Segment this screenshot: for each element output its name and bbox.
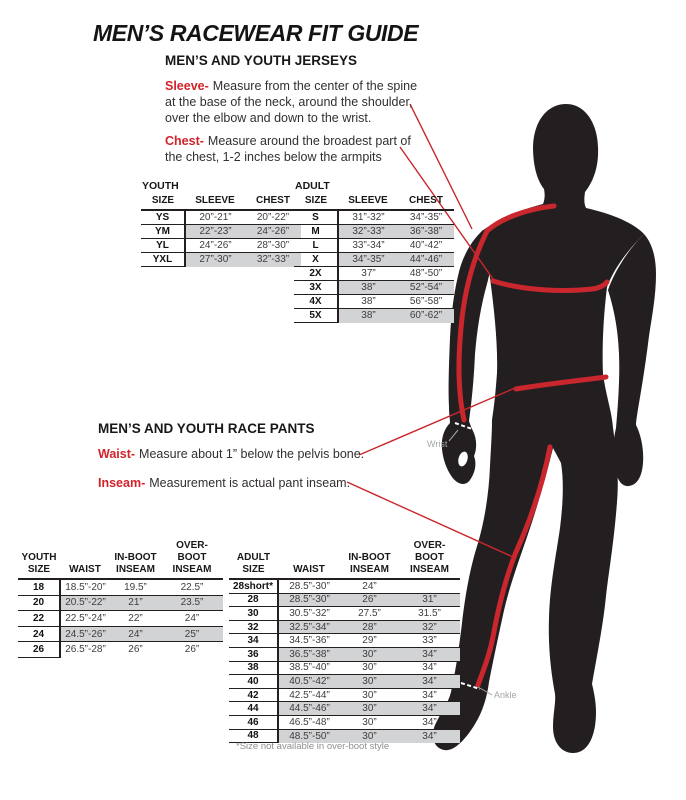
column-header: SIZE	[294, 194, 338, 210]
value-cell: 28.5”-30”	[278, 579, 340, 593]
sleeve-description	[165, 79, 421, 127]
size-cell: 48	[229, 729, 278, 743]
column-header: CHEST	[398, 194, 454, 210]
size-cell: 2X	[294, 267, 338, 281]
size-cell: 4X	[294, 295, 338, 309]
page-title: MEN’S RACEWEAR FIT GUIDE	[93, 20, 419, 46]
value-cell: 42.5”-44”	[278, 688, 340, 702]
table-row	[141, 253, 301, 267]
table-row	[294, 267, 454, 281]
size-cell: 20	[18, 595, 60, 611]
table-row	[18, 611, 223, 627]
value-cell: 28”-30”	[245, 239, 301, 253]
value-cell: 20.5”-22”	[60, 595, 110, 611]
inseam-description	[98, 476, 398, 492]
right-arm-path	[608, 234, 656, 486]
value-cell: 18.5”-20”	[60, 579, 110, 595]
header-row	[18, 539, 223, 579]
value-cell: 40.5”-42”	[278, 675, 340, 689]
value-cell: 24.5”-26”	[60, 626, 110, 642]
adult-jersey-table	[294, 180, 454, 323]
value-cell: 22”	[110, 611, 161, 627]
pants-heading: MEN’S AND YOUTH RACE PANTS	[98, 421, 315, 436]
size-cell: S	[294, 210, 338, 225]
value-cell: 25”	[161, 626, 223, 642]
table-row	[229, 620, 460, 634]
size-cell: 18	[18, 579, 60, 595]
value-cell: 44”-46”	[398, 253, 454, 267]
value-cell: 33”-34”	[338, 239, 398, 253]
value-cell: 24”	[340, 579, 399, 593]
size-cell: 28short*	[229, 579, 278, 593]
value-cell: 26”	[340, 593, 399, 607]
value-cell: 46.5”-48”	[278, 715, 340, 729]
table-row	[229, 647, 460, 661]
column-header: ADULT SIZE	[229, 539, 278, 579]
table-row	[229, 715, 460, 729]
size-cell: YS	[141, 210, 185, 225]
table-row	[18, 626, 223, 642]
column-header: CHEST	[245, 194, 301, 210]
value-cell: 33”	[399, 634, 460, 648]
size-cell: 24	[18, 626, 60, 642]
value-cell: 29”	[340, 634, 399, 648]
value-cell: 34”	[399, 661, 460, 675]
size-cell: YL	[141, 239, 185, 253]
table-row	[229, 675, 460, 689]
waist-description	[98, 447, 398, 463]
value-cell: 34”	[399, 675, 460, 689]
size-cell: 22	[18, 611, 60, 627]
value-cell: 20”-22”	[245, 210, 301, 225]
value-cell: 60”-62”	[398, 309, 454, 323]
table-row	[294, 281, 454, 295]
value-cell: 44.5”-46”	[278, 702, 340, 716]
table-row	[229, 579, 460, 593]
value-cell: 22”-23”	[185, 225, 245, 239]
table-row	[294, 295, 454, 309]
value-cell: 20”-21”	[185, 210, 245, 225]
table-row	[141, 225, 301, 239]
table-row	[18, 595, 223, 611]
size-cell: M	[294, 225, 338, 239]
size-table	[18, 539, 223, 658]
value-cell: 32”	[399, 620, 460, 634]
jerseys-heading: MEN’S AND YOUTH JERSEYS	[165, 53, 358, 68]
value-cell: 31.5”	[399, 607, 460, 621]
size-cell: 32	[229, 620, 278, 634]
size-cell: YXL	[141, 253, 185, 267]
value-cell	[399, 579, 460, 593]
table-row	[294, 239, 454, 253]
value-cell: 34”	[399, 702, 460, 716]
value-cell: 30”	[340, 729, 399, 743]
column-header: YOUTH SIZE	[18, 539, 60, 579]
value-cell: 24”-26”	[245, 225, 301, 239]
value-cell: 34”-35”	[398, 210, 454, 225]
column-header: OVER-BOOT INSEAM	[399, 539, 460, 579]
column-header: SLEEVE	[185, 194, 245, 210]
value-cell: 34”	[399, 688, 460, 702]
value-cell: 32”-33”	[245, 253, 301, 267]
value-cell: 52”-54”	[398, 281, 454, 295]
column-header: WAIST	[278, 539, 340, 579]
value-cell: 34”-35”	[338, 253, 398, 267]
chest-term: Chest-	[165, 134, 204, 148]
column-header: SLEEVE	[338, 194, 398, 210]
size-cell: 38	[229, 661, 278, 675]
table-row	[294, 225, 454, 239]
table-row	[229, 688, 460, 702]
value-cell: 40”-42”	[398, 239, 454, 253]
table-row	[229, 702, 460, 716]
value-cell: 34.5”-36”	[278, 634, 340, 648]
table-row	[141, 210, 301, 225]
column-header: WAIST	[60, 539, 110, 579]
column-header: IN-BOOT INSEAM	[110, 539, 161, 579]
size-cell: 30	[229, 607, 278, 621]
size-cell: 3X	[294, 281, 338, 295]
value-cell: 30”	[340, 661, 399, 675]
ankle-label: Ankle	[494, 690, 517, 700]
adult-group-label: ADULT	[295, 180, 330, 192]
wrist-label: Wrist	[427, 439, 448, 449]
youth-pants-table	[18, 539, 223, 658]
size-cell: 42	[229, 688, 278, 702]
table-row	[229, 661, 460, 675]
youth-group-label: YOUTH	[142, 180, 179, 192]
value-cell: 38”	[338, 281, 398, 295]
value-cell: 22.5”	[161, 579, 223, 595]
value-cell: 38”	[338, 309, 398, 323]
value-cell: 23.5”	[161, 595, 223, 611]
size-cell: X	[294, 253, 338, 267]
value-cell: 19.5”	[110, 579, 161, 595]
value-cell: 48”-50”	[398, 267, 454, 281]
column-header: OVER-BOOT INSEAM	[161, 539, 223, 579]
size-cell: 40	[229, 675, 278, 689]
table-row	[294, 253, 454, 267]
value-cell: 32”-33”	[338, 225, 398, 239]
size-cell: 44	[229, 702, 278, 716]
size-cell: 46	[229, 715, 278, 729]
value-cell: 26”	[128, 644, 143, 656]
value-cell: 56”-58”	[398, 295, 454, 309]
column-header: IN-BOOT INSEAM	[340, 539, 399, 579]
value-cell: 26”	[184, 644, 200, 656]
table-row	[294, 309, 454, 323]
value-cell: 36”-38”	[398, 225, 454, 239]
waist-term: Waist-	[98, 447, 136, 461]
size-cell: YM	[141, 225, 185, 239]
value-cell: 24”	[110, 626, 161, 642]
size-cell: L	[294, 239, 338, 253]
size-table	[229, 539, 460, 743]
table-row	[229, 593, 460, 607]
value-cell: 30”	[340, 715, 399, 729]
value-cell: 31”-32”	[338, 210, 398, 225]
size-table	[294, 194, 454, 323]
size-cell: 28	[229, 593, 278, 607]
table-row	[229, 607, 460, 621]
table-row	[229, 634, 460, 648]
chest-text: Measure around the broadest part of the chest, 1-2 inches below the armpits	[165, 134, 411, 164]
table-row	[141, 239, 301, 253]
chest-description	[165, 134, 417, 166]
value-cell: 28.5”-30”	[278, 593, 340, 607]
size-cell: 5X	[294, 309, 338, 323]
value-cell: 30”	[340, 702, 399, 716]
youth-jersey-table	[141, 180, 301, 267]
column-header: SIZE	[141, 194, 185, 210]
size-cell: 26	[18, 642, 60, 658]
value-cell: 37”	[338, 267, 398, 281]
value-cell: 30”	[340, 647, 399, 661]
sleeve-text: Measure from the center of the spine at the base of the neck, around the shoulder, over the elbow and down to the wrist.	[165, 79, 418, 125]
inseam-text: Measurement is actual pant inseam.	[149, 476, 351, 490]
value-cell: 24”	[161, 611, 223, 627]
value-cell: 31”	[399, 593, 460, 607]
adult-pants-table	[229, 539, 460, 743]
header-row	[229, 539, 460, 579]
value-cell: 27”-30”	[185, 253, 245, 267]
value-cell: 28”	[340, 620, 399, 634]
value-cell: 38.5”-40”	[278, 661, 340, 675]
value-cell: 34”	[399, 715, 460, 729]
size-cell: 36	[229, 647, 278, 661]
header-row	[294, 194, 454, 210]
footnote: *Size not available in over-boot style	[236, 741, 390, 752]
value-cell: 22.5”-24”	[60, 611, 110, 627]
value-cell: 30”	[340, 675, 399, 689]
value-cell: 30”	[340, 688, 399, 702]
value-cell: 30.5”-32”	[278, 607, 340, 621]
table-row	[18, 579, 223, 595]
header-row	[141, 194, 301, 210]
table-row	[294, 210, 454, 225]
value-cell: 38”	[338, 295, 398, 309]
table-row	[18, 642, 223, 658]
value-cell: 21”	[110, 595, 161, 611]
inseam-term: Inseam-	[98, 476, 146, 490]
value-cell: 36.5”-38”	[278, 647, 340, 661]
value-cell: 27.5”	[340, 607, 399, 621]
waist-text: Measure about 1” below the pelvis bone.	[139, 447, 365, 461]
value-cell: 32.5”-34”	[278, 620, 340, 634]
size-cell: 34	[229, 634, 278, 648]
value-cell: 34”	[399, 729, 460, 743]
sleeve-term: Sleeve-	[165, 79, 209, 93]
value-cell: 26.5”-28”	[65, 644, 106, 656]
size-table	[141, 194, 301, 267]
value-cell: 34”	[399, 647, 460, 661]
value-cell: 24”-26”	[185, 239, 245, 253]
value-cell: 48.5”-50”	[278, 729, 340, 743]
